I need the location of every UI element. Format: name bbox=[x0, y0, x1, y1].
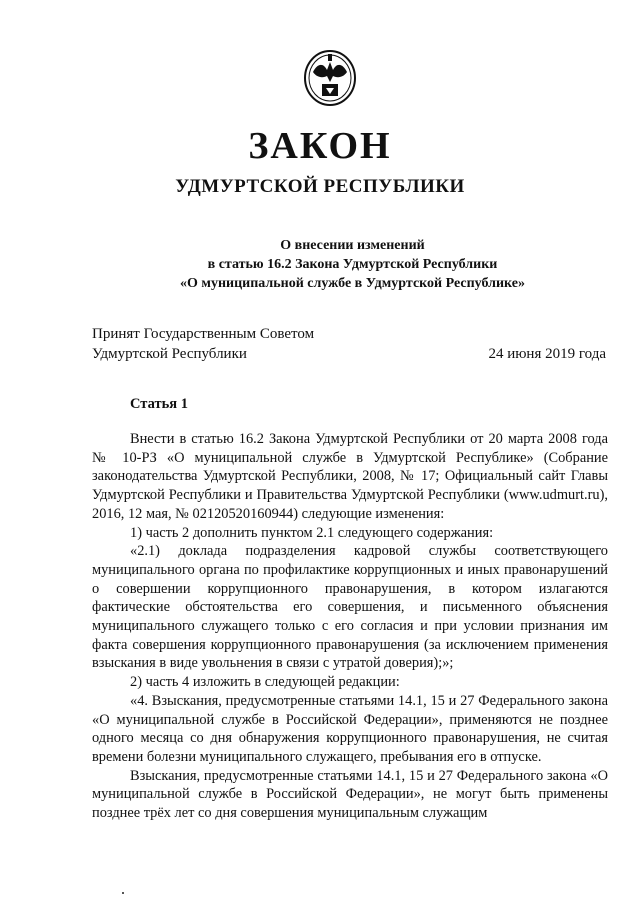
article-paragraph: 2) часть 4 изложить в следующей редакции: bbox=[130, 674, 400, 691]
law-subject-line: в статью 16.2 Закона Удмуртской Республики bbox=[207, 257, 498, 272]
article-paragraph: Внести в статью 16.2 Закона Удмуртской Республики от 20 марта 2008 года № 10-РЗ «О муниципальной службе в Удмуртской Республике» (Собрание законодательства Удмуртской Республики, 2008, № 17; Официальный сайт Главы Удмуртской Республики и Правительства Удмуртской Республики (www.udmurt.ru), 2016, 12 мая, № 02120520160944) следующие изменения: bbox=[92, 431, 608, 522]
article-paragraph: «2.1) доклада подразделения кадровой службы соответствующего муниципального органа по профилактике коррупционных и иных правонарушений о совершении коррупционного правонарушения, в котором излагаются фактические обстоятельства его совершения, и письменного объяснения муниципального служащего только с его согласия и при условии признания им факта совершения коррупционного правонарушения (за исключением применения взыскания в виде увольнения в связи с утратой доверия);»; bbox=[92, 543, 608, 672]
law-subject-line: О внесении изменений bbox=[280, 238, 425, 253]
adoption-line: Удмуртской Республики bbox=[92, 346, 247, 362]
article-heading: Статья 1 bbox=[130, 396, 188, 412]
article-paragraph: 1) часть 2 дополнить пунктом 2.1 следующего содержания: bbox=[130, 524, 494, 541]
document-title: ЗАКОН bbox=[248, 125, 392, 167]
adoption-date: 24 июня 2019 года bbox=[488, 346, 606, 362]
article-body bbox=[92, 430, 608, 823]
udmurt-coat-of-arms-emblem bbox=[303, 48, 357, 106]
article-paragraph: «4. Взыскания, предусмотренные статьями 14.1, 15 и 27 Федерального закона «О муниципальной службе в Российской Федерации», применяются не позднее одного месяца со дня обнаружения коррупционного правонарушения, не считая времени болезни муниципального служащего, пребывания его в отпуске. bbox=[92, 692, 608, 765]
adoption-line: Принят Государственным Советом bbox=[92, 326, 315, 342]
document-subtitle: УДМУРТСКОЙ РЕСПУБЛИКИ bbox=[175, 176, 465, 197]
article-paragraph: Взыскания, предусмотренные статьями 14.1, 15 и 27 Федерального закона «О муниципальной службе в Российской Федерации», не могут быть применены позднее трёх лет со дня совершения муниципальным служащим bbox=[92, 767, 608, 822]
law-subject-heading bbox=[100, 236, 605, 293]
adoption-statement bbox=[92, 324, 314, 364]
law-subject-line: «О муниципальной службе в Удмуртской Республике» bbox=[180, 276, 525, 291]
scan-speck bbox=[122, 892, 124, 894]
